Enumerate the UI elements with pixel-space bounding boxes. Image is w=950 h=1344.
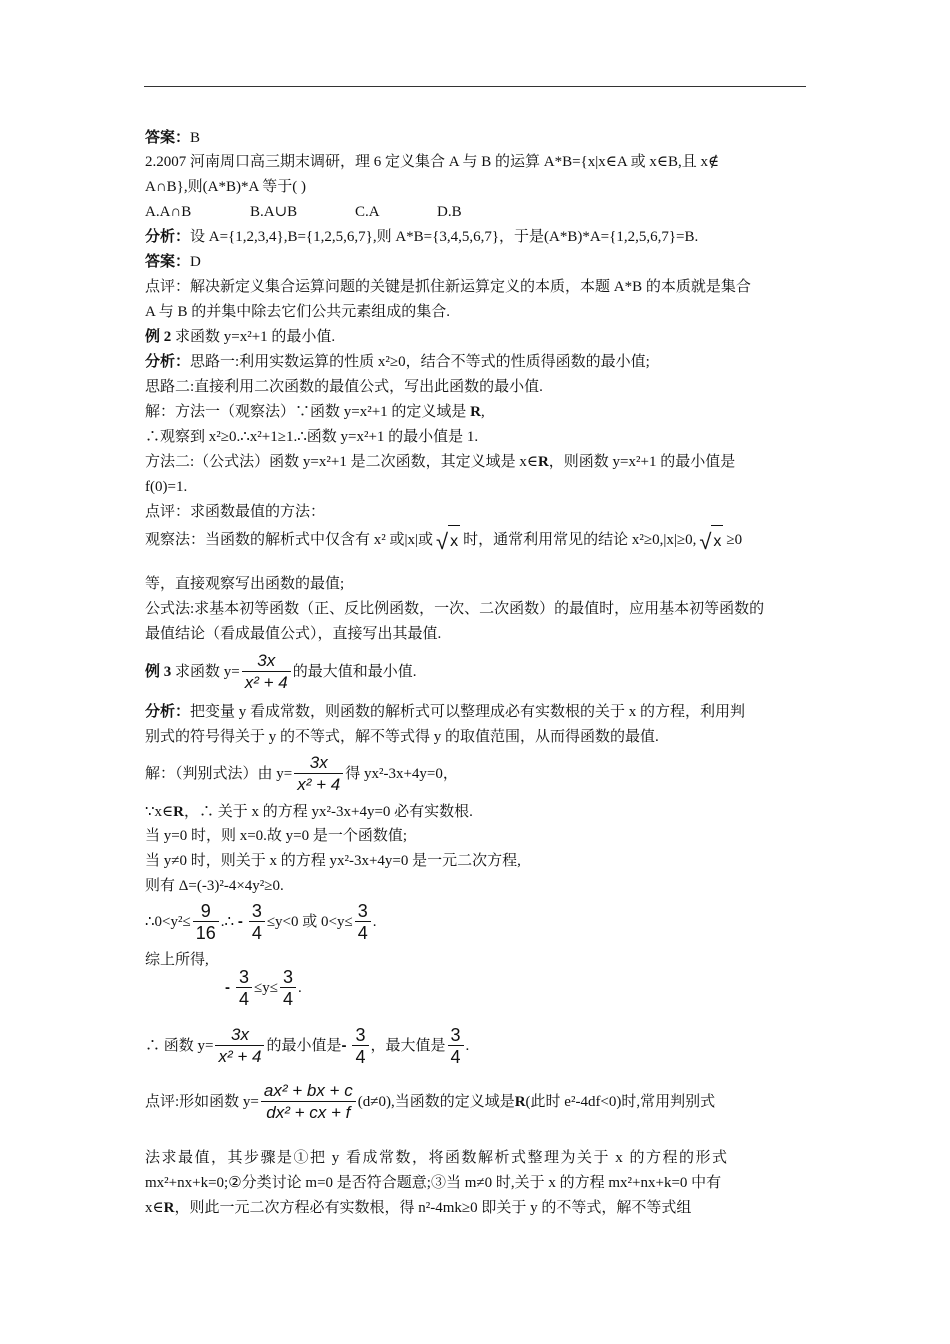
- text: ≤y≤: [254, 980, 278, 996]
- steps-line-3: [145, 1198, 809, 1218]
- comment-methods-title: 点评：求函数最值的方法：: [145, 504, 326, 520]
- comment-line-2: A 与 B 的并集中除去它们公共元素组成的集合.: [145, 304, 451, 320]
- text: ∴ 函数 y=: [145, 1038, 214, 1054]
- options-line: [145, 202, 809, 222]
- steps-line-2: mx²+nx+k=0;②分类讨论 m=0 是否符合题意;③当 m≠0 时,关于 x 的方程 mx²+nx+k=0 中有: [145, 1175, 722, 1191]
- answer-value: B: [190, 130, 201, 146]
- text: 的最小值是: [266, 1038, 342, 1054]
- example-text: 求函数 y=: [175, 664, 240, 680]
- observation-method-cont: 等，直接观察写出函数的最值;: [145, 576, 345, 592]
- numerator: 3: [239, 967, 250, 988]
- header-rule: [144, 86, 806, 87]
- numerator: 3: [282, 967, 293, 988]
- summary-label: 综上所得,: [145, 952, 209, 968]
- denominator: 4: [355, 921, 371, 944]
- observation-text: 观察法：当函数的解析式中仅含有 x² 或|x|或: [145, 531, 434, 548]
- denominator: 4: [280, 987, 296, 1010]
- numerator: 9: [200, 901, 211, 922]
- solution-text: 解：（判别式法）由 y=: [145, 766, 293, 782]
- fraction-9-16: [193, 901, 219, 944]
- observation-text: 时，通常利用常见的结论 x²≥0,|x|≥0,: [463, 531, 697, 548]
- example-3-title: [145, 650, 809, 694]
- conclusion-line: [145, 1024, 809, 1068]
- fraction-general-rational: [261, 1081, 356, 1124]
- option-c: C.A: [355, 204, 380, 220]
- fraction-3-4: [280, 967, 296, 1010]
- analysis-label: 分析：: [145, 354, 191, 370]
- method-2-line-2: f(0)=1.: [145, 479, 188, 495]
- minus-sign: -: [341, 1037, 347, 1054]
- answer-line-2: [145, 252, 809, 272]
- denominator: 16: [193, 921, 219, 944]
- numerator: 3: [357, 901, 368, 922]
- text: .: [298, 980, 302, 996]
- denominator: x² + 4: [215, 1045, 264, 1068]
- comment-line-1: 点评：解决新定义集合运算问题的关键是抓住新运算定义的本质，本题 A*B 的本质就是集合: [145, 279, 751, 295]
- sqrt-arg: x: [711, 525, 723, 556]
- fraction-3x-over-x2-4: [242, 651, 291, 694]
- reals-symbol: R: [173, 804, 184, 820]
- answer-label: 答案：: [145, 130, 191, 146]
- text: ∵x∈: [145, 804, 174, 820]
- reals-symbol: R: [537, 454, 549, 470]
- numerator: 3: [251, 901, 262, 922]
- observation-text: ≥0: [726, 531, 743, 548]
- formula-method-line-1: 公式法:求基本初等函数（正、反比例函数，一次、二次函数）的最值时，应用基本初等函数的: [145, 601, 765, 617]
- answer-value: D: [190, 254, 201, 270]
- text: ，最大值是: [370, 1038, 446, 1054]
- case-yne0-line: 当 y≠0 时，则关于 x 的方程 yx²-3x+4y=0 是一元二次方程,: [145, 853, 521, 869]
- solution-text: 得 yx²-3x+4y=0，: [345, 766, 458, 782]
- sqrt-x-formula: √ x: [699, 525, 723, 556]
- analysis-text: 把变量 y 看成常数，则函数的解析式可以整理成必有实数根的关于 x 的方程，利用判: [190, 704, 746, 720]
- numerator: ax² + bx + c: [263, 1081, 353, 1101]
- text: x∈: [145, 1200, 164, 1216]
- numerator: 3: [355, 1025, 366, 1046]
- analysis-text: 思路一:利用实数运算的性质 x²≥0，结合不等式的性质得函数的最小值;: [190, 354, 650, 370]
- numerator: 3x: [230, 1025, 249, 1045]
- text: ≤y<0 或 0<y≤: [266, 914, 353, 930]
- range-line: [145, 900, 809, 944]
- option-d: D.B: [437, 204, 462, 220]
- text: .: [372, 914, 377, 930]
- method-text: 方法二:（公式法）函数 y=x²+1 是二次函数，其定义域是 x∈: [145, 454, 538, 470]
- analysis-line: [145, 227, 809, 247]
- denominator: 4: [352, 1045, 368, 1068]
- answer-line-1: [145, 128, 809, 148]
- text: (d≠0),当函数的定义域是: [357, 1094, 515, 1110]
- denominator: 4: [236, 987, 252, 1010]
- punct: ,: [481, 404, 485, 420]
- minus-sign: -: [237, 913, 243, 930]
- example-text: 求函数 y=x²+1 的最小值.: [175, 329, 336, 345]
- denominator: 4: [249, 921, 265, 944]
- text: .∴: [220, 914, 235, 930]
- since-line: [145, 802, 809, 822]
- fraction-3-4: [352, 1025, 368, 1068]
- comment-general-form: [145, 1080, 809, 1124]
- reals-symbol: R: [163, 1200, 175, 1216]
- analysis-line: [145, 352, 809, 372]
- analysis-text: 设 A={1,2,3,4},B={1,2,5,6,7},则 A*B={3,4,5,6,7}，于是(A*B)*A={1,2,5,6,7}=B.: [190, 229, 699, 245]
- steps-line-1: 法求最值，其步骤是①把 y 看成常数，将函数解析式整理为关于 x 的方程的形式: [145, 1150, 729, 1166]
- reals-symbol: R: [514, 1094, 526, 1110]
- numerator: 3: [450, 1025, 461, 1046]
- summary-range: [225, 966, 889, 1010]
- solution-line-1: [145, 402, 809, 422]
- sqrt-x-formula: √ x: [436, 525, 460, 556]
- example-label: 例 2: [145, 329, 172, 345]
- denominator: x² + 4: [294, 773, 343, 796]
- method-text: ，则函数 y=x²+1 的最小值是: [548, 454, 736, 470]
- numerator: 3x: [309, 753, 328, 773]
- fraction-3-4: [236, 967, 252, 1010]
- reals-symbol: R: [470, 404, 482, 420]
- approach-2-line: 思路二:直接利用二次函数的最值公式，写出此函数的最小值.: [145, 379, 543, 395]
- denominator: dx² + cx + f: [261, 1101, 356, 1124]
- solution-line-2: ∴观察到 x²≥0.∴x²+1≥1.∴函数 y=x²+1 的最小值是 1.: [145, 429, 479, 445]
- text: ，则此一元二次方程必有实数根，得 n²-4mk≥0 即关于 y 的不等式，解不等式组: [174, 1200, 692, 1216]
- text: .: [465, 1038, 470, 1054]
- fraction-3x-over-x2-4: [215, 1025, 264, 1068]
- sqrt-arg: x: [448, 525, 460, 556]
- problem-2-line-2: A∩B},则(A*B)*A 等于( ): [145, 179, 306, 195]
- solution-text: 解：方法一（观察法）∵函数 y=x²+1 的定义域是: [145, 404, 471, 420]
- option-a: A.A∩B: [145, 204, 192, 220]
- text: 点评:形如函数 y=: [145, 1094, 259, 1110]
- denominator: x² + 4: [242, 671, 291, 694]
- solution-discriminant-line: [145, 752, 809, 796]
- analysis-label: 分析：: [145, 229, 191, 245]
- formula-method-line-2: 最值结论（看成最值公式），直接写出其最值.: [145, 626, 442, 642]
- problem-2-line-1: 2.2007 河南周口高三期末调研，理 6 定义集合 A 与 B 的运算 A*B={x|x∈A 或 x∈B,且 x∉: [145, 154, 720, 170]
- case-y0-line: 当 y=0 时，则 x=0.故 y=0 是一个函数值;: [145, 828, 408, 844]
- example-text: 的最大值和最小值.: [292, 664, 417, 680]
- minus-sign: -: [225, 979, 230, 996]
- fraction-3x-over-x2-4: [294, 753, 343, 796]
- method-2-line-1: [145, 452, 809, 472]
- text: ∴0<y²≤: [145, 914, 191, 930]
- analysis-line-2: 别式的符号得关于 y 的不等式，解不等式得 y 的取值范围，从而得函数的最值.: [145, 729, 659, 745]
- text: ，∴ 关于 x 的方程 yx²-3x+4y=0 必有实数根.: [184, 804, 473, 820]
- example-2-title: [145, 327, 809, 347]
- option-b: B.A∪B: [250, 204, 298, 220]
- text: (此时 e²-4df<0)时,常用判别式: [525, 1094, 716, 1110]
- answer-label: 答案：: [145, 254, 191, 270]
- numerator: 3x: [257, 651, 276, 671]
- discriminant-line: 则有 Δ=(-3)²-4×4y²≥0.: [145, 878, 284, 894]
- fraction-3-4: [355, 901, 371, 944]
- fraction-3-4: [249, 901, 265, 944]
- denominator: 4: [448, 1045, 464, 1068]
- observation-method-line: [145, 525, 809, 556]
- fraction-3-4: [448, 1025, 464, 1068]
- example-label: 例 3: [145, 664, 172, 680]
- analysis-line: [145, 702, 809, 722]
- analysis-label: 分析：: [145, 704, 191, 720]
